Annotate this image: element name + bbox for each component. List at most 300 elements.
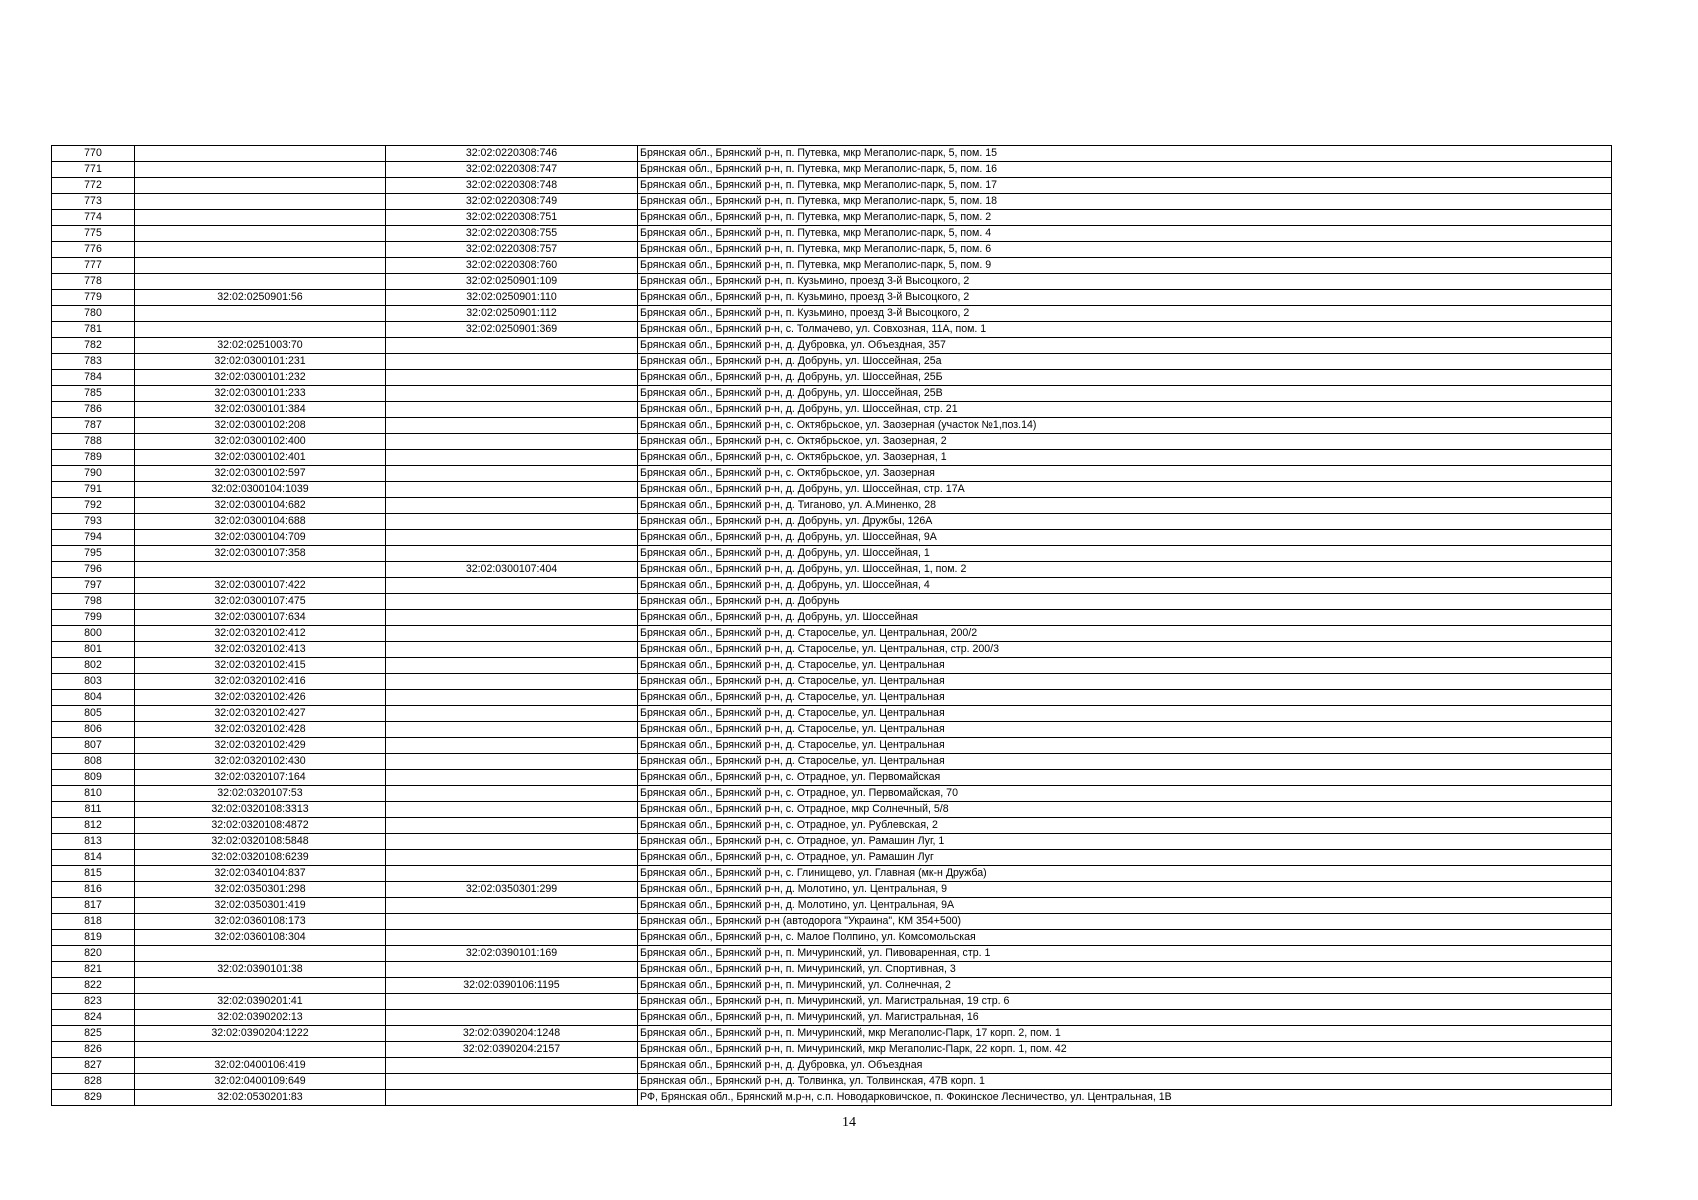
- cadastral-number-cell: [135, 274, 386, 290]
- address-cell: Брянская обл., Брянский р-н, д. Добрунь, ул. Шоссейная, 4: [638, 578, 1612, 594]
- cadastral-number-cell: 32:02:0530201:83: [135, 1090, 386, 1106]
- address-cell: Брянская обл., Брянский р-н, с. Октябрьское, ул. Заозерная, 1: [638, 450, 1612, 466]
- cadastral-number-cell: [135, 258, 386, 274]
- room-cadastral-number-cell: [386, 930, 638, 946]
- cadastral-number-cell: 32:02:0320102:413: [135, 642, 386, 658]
- row-number-cell: 786: [52, 402, 135, 418]
- cadastral-number-cell: [135, 178, 386, 194]
- cadastral-number-cell: 32:02:0390101:38: [135, 962, 386, 978]
- registry-table: [51, 145, 1612, 1106]
- table-row: [52, 450, 1612, 466]
- table-row: [52, 914, 1612, 930]
- row-number-cell: 823: [52, 994, 135, 1010]
- room-cadastral-number-cell: 32:02:0250901:110: [386, 290, 638, 306]
- room-cadastral-number-cell: [386, 994, 638, 1010]
- cadastral-number-cell: 32:02:0320102:416: [135, 674, 386, 690]
- address-cell: Брянская обл., Брянский р-н, п. Путевка, мкр Мегаполис-парк, 5, пом. 6: [638, 242, 1612, 258]
- row-number-cell: 801: [52, 642, 135, 658]
- table-row: [52, 1090, 1612, 1106]
- table-row: [52, 1074, 1612, 1090]
- table-row: [52, 546, 1612, 562]
- room-cadastral-number-cell: [386, 418, 638, 434]
- address-cell: Брянская обл., Брянский р-н, д. Староселье, ул. Центральная, стр. 200/3: [638, 642, 1612, 658]
- table-row: [52, 882, 1612, 898]
- address-cell: Брянская обл., Брянский р-н, д. Староселье, ул. Центральная: [638, 658, 1612, 674]
- row-number-cell: 774: [52, 210, 135, 226]
- row-number-cell: 816: [52, 882, 135, 898]
- room-cadastral-number-cell: 32:02:0220308:746: [386, 146, 638, 162]
- address-cell: Брянская обл., Брянский р-н, с. Октябрьское, ул. Заозерная (участок №1,поз.14): [638, 418, 1612, 434]
- room-cadastral-number-cell: 32:02:0250901:369: [386, 322, 638, 338]
- room-cadastral-number-cell: 32:02:0220308:748: [386, 178, 638, 194]
- address-cell: Брянская обл., Брянский р-н, п. Мичуринский, ул. Солнечная, 2: [638, 978, 1612, 994]
- row-number-cell: 829: [52, 1090, 135, 1106]
- row-number-cell: 794: [52, 530, 135, 546]
- row-number-cell: 828: [52, 1074, 135, 1090]
- table-row: [52, 146, 1612, 162]
- row-number-cell: 772: [52, 178, 135, 194]
- table-row: [52, 402, 1612, 418]
- address-cell: Брянская обл., Брянский р-н, д. Тиганово, ул. А.Миненко, 28: [638, 498, 1612, 514]
- table-row: [52, 978, 1612, 994]
- table-row: [52, 770, 1612, 786]
- table-row: [52, 1026, 1612, 1042]
- row-number-cell: 785: [52, 386, 135, 402]
- address-cell: Брянская обл., Брянский р-н, п. Путевка, мкр Мегаполис-парк, 5, пом. 15: [638, 146, 1612, 162]
- address-cell: Брянская обл., Брянский р-н, д. Дубровка, ул. Объездная, 357: [638, 338, 1612, 354]
- cadastral-number-cell: 32:02:0360108:304: [135, 930, 386, 946]
- row-number-cell: 783: [52, 354, 135, 370]
- row-number-cell: 815: [52, 866, 135, 882]
- address-cell: Брянская обл., Брянский р-н, п. Путевка, мкр Мегаполис-парк, 5, пом. 16: [638, 162, 1612, 178]
- table-row: [52, 930, 1612, 946]
- row-number-cell: 807: [52, 738, 135, 754]
- room-cadastral-number-cell: [386, 722, 638, 738]
- room-cadastral-number-cell: [386, 706, 638, 722]
- cadastral-number-cell: 32:02:0350301:298: [135, 882, 386, 898]
- address-cell: Брянская обл., Брянский р-н, д. Староселье, ул. Центральная: [638, 674, 1612, 690]
- row-number-cell: 822: [52, 978, 135, 994]
- cadastral-number-cell: 32:02:0320102:428: [135, 722, 386, 738]
- room-cadastral-number-cell: [386, 754, 638, 770]
- address-cell: Брянская обл., Брянский р-н, п. Мичуринский, ул. Магистральная, 16: [638, 1010, 1612, 1026]
- room-cadastral-number-cell: [386, 1010, 638, 1026]
- cadastral-number-cell: 32:02:0320107:164: [135, 770, 386, 786]
- room-cadastral-number-cell: 32:02:0350301:299: [386, 882, 638, 898]
- table-row: [52, 962, 1612, 978]
- cadastral-number-cell: 32:02:0300101:384: [135, 402, 386, 418]
- address-cell: Брянская обл., Брянский р-н, д. Добрунь, ул. Шоссейная, стр. 21: [638, 402, 1612, 418]
- row-number-cell: 806: [52, 722, 135, 738]
- table-row: [52, 818, 1612, 834]
- table-row: [52, 1058, 1612, 1074]
- table-row: [52, 178, 1612, 194]
- cadastral-number-cell: 32:02:0300102:400: [135, 434, 386, 450]
- cadastral-number-cell: 32:02:0300101:231: [135, 354, 386, 370]
- table-row: [52, 466, 1612, 482]
- cadastral-number-cell: [135, 194, 386, 210]
- address-cell: Брянская обл., Брянский р-н, д. Молотино, ул. Центральная, 9А: [638, 898, 1612, 914]
- room-cadastral-number-cell: 32:02:0300107:404: [386, 562, 638, 578]
- row-number-cell: 810: [52, 786, 135, 802]
- row-number-cell: 826: [52, 1042, 135, 1058]
- table-row: [52, 530, 1612, 546]
- room-cadastral-number-cell: [386, 898, 638, 914]
- address-cell: Брянская обл., Брянский р-н, д. Староселье, ул. Центральная: [638, 722, 1612, 738]
- table-row: [52, 498, 1612, 514]
- table-row: [52, 226, 1612, 242]
- table-row: [52, 338, 1612, 354]
- table-row: [52, 850, 1612, 866]
- table-row: [52, 194, 1612, 210]
- row-number-cell: 776: [52, 242, 135, 258]
- cadastral-number-cell: [135, 210, 386, 226]
- table-row: [52, 690, 1612, 706]
- address-cell: Брянская обл., Брянский р-н, п. Мичуринский, ул. Пивоваренная, стр. 1: [638, 946, 1612, 962]
- table-row: [52, 434, 1612, 450]
- room-cadastral-number-cell: [386, 658, 638, 674]
- cadastral-number-cell: [135, 322, 386, 338]
- cadastral-number-cell: 32:02:0300102:208: [135, 418, 386, 434]
- row-number-cell: 819: [52, 930, 135, 946]
- cadastral-number-cell: 32:02:0320102:429: [135, 738, 386, 754]
- cadastral-number-cell: [135, 1042, 386, 1058]
- row-number-cell: 777: [52, 258, 135, 274]
- address-cell: Брянская обл., Брянский р-н, п. Мичуринский, мкр Мегаполис-Парк, 17 корп. 2, пом. 1: [638, 1026, 1612, 1042]
- address-cell: Брянская обл., Брянский р-н, д. Староселье, ул. Центральная: [638, 738, 1612, 754]
- address-cell: Брянская обл., Брянский р-н, с. Отрадное, ул. Первомайская, 70: [638, 786, 1612, 802]
- room-cadastral-number-cell: [386, 498, 638, 514]
- room-cadastral-number-cell: [386, 530, 638, 546]
- room-cadastral-number-cell: [386, 914, 638, 930]
- table-row: [52, 594, 1612, 610]
- row-number-cell: 814: [52, 850, 135, 866]
- row-number-cell: 788: [52, 434, 135, 450]
- room-cadastral-number-cell: [386, 642, 638, 658]
- room-cadastral-number-cell: 32:02:0220308:747: [386, 162, 638, 178]
- room-cadastral-number-cell: [386, 450, 638, 466]
- room-cadastral-number-cell: 32:02:0220308:751: [386, 210, 638, 226]
- room-cadastral-number-cell: [386, 962, 638, 978]
- row-number-cell: 779: [52, 290, 135, 306]
- room-cadastral-number-cell: [386, 546, 638, 562]
- row-number-cell: 775: [52, 226, 135, 242]
- row-number-cell: 827: [52, 1058, 135, 1074]
- room-cadastral-number-cell: [386, 594, 638, 610]
- row-number-cell: 789: [52, 450, 135, 466]
- cadastral-number-cell: [135, 162, 386, 178]
- row-number-cell: 820: [52, 946, 135, 962]
- table-row: [52, 322, 1612, 338]
- address-cell: Брянская обл., Брянский р-н, с. Отрадное, ул. Первомайская: [638, 770, 1612, 786]
- table-row: [52, 994, 1612, 1010]
- cadastral-number-cell: 32:02:0320108:3313: [135, 802, 386, 818]
- table-row: [52, 1042, 1612, 1058]
- room-cadastral-number-cell: [386, 818, 638, 834]
- cadastral-number-cell: [135, 306, 386, 322]
- row-number-cell: 809: [52, 770, 135, 786]
- table-row: [52, 482, 1612, 498]
- row-number-cell: 803: [52, 674, 135, 690]
- address-cell: Брянская обл., Брянский р-н, п. Кузьмино, проезд 3-й Высоцкого, 2: [638, 306, 1612, 322]
- room-cadastral-number-cell: [386, 578, 638, 594]
- cadastral-number-cell: 32:02:0320107:53: [135, 786, 386, 802]
- cadastral-number-cell: 32:02:0390202:13: [135, 1010, 386, 1026]
- cadastral-number-cell: 32:02:0320108:4872: [135, 818, 386, 834]
- room-cadastral-number-cell: [386, 482, 638, 498]
- cadastral-number-cell: 32:02:0390201:41: [135, 994, 386, 1010]
- row-number-cell: 821: [52, 962, 135, 978]
- address-cell: Брянская обл., Брянский р-н (автодорога "Украина", КМ 354+500): [638, 914, 1612, 930]
- row-number-cell: 787: [52, 418, 135, 434]
- room-cadastral-number-cell: [386, 466, 638, 482]
- room-cadastral-number-cell: [386, 610, 638, 626]
- row-number-cell: 790: [52, 466, 135, 482]
- address-cell: Брянская обл., Брянский р-н, д. Добрунь, ул. Шоссейная, 1, пом. 2: [638, 562, 1612, 578]
- room-cadastral-number-cell: [386, 850, 638, 866]
- row-number-cell: 800: [52, 626, 135, 642]
- room-cadastral-number-cell: [386, 338, 638, 354]
- row-number-cell: 813: [52, 834, 135, 850]
- room-cadastral-number-cell: [386, 866, 638, 882]
- address-cell: Брянская обл., Брянский р-н, д. Староселье, ул. Центральная: [638, 690, 1612, 706]
- room-cadastral-number-cell: [386, 738, 638, 754]
- row-number-cell: 795: [52, 546, 135, 562]
- row-number-cell: 799: [52, 610, 135, 626]
- table-row: [52, 642, 1612, 658]
- table-row: [52, 162, 1612, 178]
- table-row: [52, 866, 1612, 882]
- room-cadastral-number-cell: [386, 802, 638, 818]
- row-number-cell: 780: [52, 306, 135, 322]
- row-number-cell: 797: [52, 578, 135, 594]
- table-row: [52, 274, 1612, 290]
- cadastral-number-cell: 32:02:0300104:682: [135, 498, 386, 514]
- address-cell: Брянская обл., Брянский р-н, д. Добрунь, ул. Шоссейная, 25Б: [638, 370, 1612, 386]
- cadastral-number-cell: [135, 242, 386, 258]
- cadastral-number-cell: 32:02:0300107:422: [135, 578, 386, 594]
- cadastral-number-cell: [135, 146, 386, 162]
- cadastral-number-cell: 32:02:0320108:6239: [135, 850, 386, 866]
- room-cadastral-number-cell: 32:02:0250901:109: [386, 274, 638, 290]
- address-cell: Брянская обл., Брянский р-н, д. Добрунь, ул. Шоссейная: [638, 610, 1612, 626]
- cadastral-number-cell: 32:02:0251003:70: [135, 338, 386, 354]
- table-row: [52, 306, 1612, 322]
- cadastral-number-cell: 32:02:0340104:837: [135, 866, 386, 882]
- row-number-cell: 802: [52, 658, 135, 674]
- cadastral-number-cell: 32:02:0390204:1222: [135, 1026, 386, 1042]
- address-cell: Брянская обл., Брянский р-н, с. Октябрьское, ул. Заозерная, 2: [638, 434, 1612, 450]
- address-cell: Брянская обл., Брянский р-н, д. Толвинка, ул. Толвинская, 47В корп. 1: [638, 1074, 1612, 1090]
- cadastral-number-cell: 32:02:0320102:426: [135, 690, 386, 706]
- cadastral-number-cell: 32:02:0320102:430: [135, 754, 386, 770]
- address-cell: Брянская обл., Брянский р-н, с. Отрадное, мкр Солнечный, 5/8: [638, 802, 1612, 818]
- address-cell: Брянская обл., Брянский р-н, с. Отрадное, ул. Рамашин Луг: [638, 850, 1612, 866]
- room-cadastral-number-cell: [386, 354, 638, 370]
- row-number-cell: 825: [52, 1026, 135, 1042]
- row-number-cell: 778: [52, 274, 135, 290]
- row-number-cell: 798: [52, 594, 135, 610]
- room-cadastral-number-cell: [386, 1090, 638, 1106]
- table-row: [52, 290, 1612, 306]
- address-cell: Брянская обл., Брянский р-н, с. Отрадное, ул. Рублевская, 2: [638, 818, 1612, 834]
- room-cadastral-number-cell: [386, 834, 638, 850]
- cadastral-number-cell: 32:02:0400109:649: [135, 1074, 386, 1090]
- address-cell: Брянская обл., Брянский р-н, с. Малое Полпино, ул. Комсомольская: [638, 930, 1612, 946]
- table-row: [52, 370, 1612, 386]
- address-cell: Брянская обл., Брянский р-н, с. Глинищево, ул. Главная (мк-н Дружба): [638, 866, 1612, 882]
- cadastral-number-cell: 32:02:0320102:412: [135, 626, 386, 642]
- room-cadastral-number-cell: 32:02:0390106:1195: [386, 978, 638, 994]
- row-number-cell: 792: [52, 498, 135, 514]
- address-cell: Брянская обл., Брянский р-н, д. Добрунь, ул. Шоссейная, 25а: [638, 354, 1612, 370]
- address-cell: Брянская обл., Брянский р-н, п. Путевка, мкр Мегаполис-парк, 5, пом. 9: [638, 258, 1612, 274]
- row-number-cell: 808: [52, 754, 135, 770]
- cadastral-number-cell: 32:02:0300102:597: [135, 466, 386, 482]
- address-cell: Брянская обл., Брянский р-н, с. Отрадное, ул. Рамашин Луг, 1: [638, 834, 1612, 850]
- row-number-cell: 770: [52, 146, 135, 162]
- address-cell: Брянская обл., Брянский р-н, д. Староселье, ул. Центральная, 200/2: [638, 626, 1612, 642]
- address-cell: Брянская обл., Брянский р-н, п. Путевка, мкр Мегаполис-парк, 5, пом. 4: [638, 226, 1612, 242]
- row-number-cell: 812: [52, 818, 135, 834]
- address-cell: Брянская обл., Брянский р-н, п. Путевка, мкр Мегаполис-парк, 5, пом. 2: [638, 210, 1612, 226]
- room-cadastral-number-cell: [386, 402, 638, 418]
- table-row: [52, 386, 1612, 402]
- cadastral-number-cell: [135, 562, 386, 578]
- room-cadastral-number-cell: 32:02:0220308:749: [386, 194, 638, 210]
- address-cell: Брянская обл., Брянский р-н, д. Староселье, ул. Центральная: [638, 706, 1612, 722]
- table-row: [52, 722, 1612, 738]
- address-cell: Брянская обл., Брянский р-н, д. Добрунь, ул. Шоссейная, 1: [638, 546, 1612, 562]
- row-number-cell: 824: [52, 1010, 135, 1026]
- room-cadastral-number-cell: [386, 370, 638, 386]
- cadastral-number-cell: 32:02:0320102:415: [135, 658, 386, 674]
- table-row: [52, 738, 1612, 754]
- row-number-cell: 784: [52, 370, 135, 386]
- table-row: [52, 898, 1612, 914]
- address-cell: Брянская обл., Брянский р-н, с. Толмачево, ул. Совхозная, 11А, пом. 1: [638, 322, 1612, 338]
- address-cell: Брянская обл., Брянский р-н, п. Кузьмино, проезд 3-й Высоцкого, 2: [638, 290, 1612, 306]
- room-cadastral-number-cell: [386, 674, 638, 690]
- table-row: [52, 242, 1612, 258]
- table-row: [52, 706, 1612, 722]
- address-cell: Брянская обл., Брянский р-н, д. Добрунь, ул. Шоссейная, стр. 17А: [638, 482, 1612, 498]
- address-cell: Брянская обл., Брянский р-н, д. Дубровка, ул. Объездная: [638, 1058, 1612, 1074]
- address-cell: Брянская обл., Брянский р-н, п. Мичуринский, ул. Магистральная, 19 стр. 6: [638, 994, 1612, 1010]
- room-cadastral-number-cell: 32:02:0390204:1248: [386, 1026, 638, 1042]
- room-cadastral-number-cell: [386, 626, 638, 642]
- address-cell: Брянская обл., Брянский р-н, п. Кузьмино, проезд 3-й Высоцкого, 2: [638, 274, 1612, 290]
- room-cadastral-number-cell: [386, 786, 638, 802]
- cadastral-number-cell: 32:02:0320102:427: [135, 706, 386, 722]
- cadastral-number-cell: 32:02:0320108:5848: [135, 834, 386, 850]
- registry-body: [52, 146, 1612, 1106]
- cadastral-number-cell: 32:02:0300107:358: [135, 546, 386, 562]
- address-cell: Брянская обл., Брянский р-н, д. Добрунь: [638, 594, 1612, 610]
- cadastral-number-cell: 32:02:0300102:401: [135, 450, 386, 466]
- cadastral-number-cell: 32:02:0250901:56: [135, 290, 386, 306]
- table-row: [52, 210, 1612, 226]
- cadastral-number-cell: 32:02:0360108:173: [135, 914, 386, 930]
- table-row: [52, 418, 1612, 434]
- table-row: [52, 514, 1612, 530]
- table-row: [52, 1010, 1612, 1026]
- table-row: [52, 802, 1612, 818]
- room-cadastral-number-cell: [386, 770, 638, 786]
- room-cadastral-number-cell: [386, 514, 638, 530]
- address-cell: Брянская обл., Брянский р-н, с. Октябрьское, ул. Заозерная: [638, 466, 1612, 482]
- cadastral-number-cell: 32:02:0300104:1039: [135, 482, 386, 498]
- table-row: [52, 786, 1612, 802]
- cadastral-number-cell: [135, 946, 386, 962]
- row-number-cell: 782: [52, 338, 135, 354]
- row-number-cell: 771: [52, 162, 135, 178]
- cadastral-number-cell: 32:02:0400106:419: [135, 1058, 386, 1074]
- row-number-cell: 805: [52, 706, 135, 722]
- cadastral-number-cell: 32:02:0300101:233: [135, 386, 386, 402]
- cadastral-number-cell: [135, 226, 386, 242]
- address-cell: Брянская обл., Брянский р-н, п. Путевка, мкр Мегаполис-парк, 5, пом. 17: [638, 178, 1612, 194]
- room-cadastral-number-cell: [386, 1058, 638, 1074]
- cadastral-number-cell: 32:02:0350301:419: [135, 898, 386, 914]
- address-cell: Брянская обл., Брянский р-н, п. Мичуринский, мкр Мегаполис-Парк, 22 корп. 1, пом. 42: [638, 1042, 1612, 1058]
- address-cell: Брянская обл., Брянский р-н, д. Добрунь, ул. Шоссейная, 9А: [638, 530, 1612, 546]
- cadastral-number-cell: 32:02:0300104:688: [135, 514, 386, 530]
- row-number-cell: 818: [52, 914, 135, 930]
- row-number-cell: 811: [52, 802, 135, 818]
- cadastral-number-cell: 32:02:0300107:634: [135, 610, 386, 626]
- address-cell: Брянская обл., Брянский р-н, д. Молотино, ул. Центральная, 9: [638, 882, 1612, 898]
- cadastral-number-cell: [135, 978, 386, 994]
- table-row: [52, 562, 1612, 578]
- page-number: 14: [842, 1115, 856, 1130]
- address-cell: Брянская обл., Брянский р-н, п. Путевка, мкр Мегаполис-парк, 5, пом. 18: [638, 194, 1612, 210]
- address-cell: РФ, Брянская обл., Брянский м.р-н, с.п. Новодарковичское, п. Фокинское Лесничество, ул. Центральная, 1В: [638, 1090, 1612, 1106]
- table-row: [52, 626, 1612, 642]
- address-cell: Брянская обл., Брянский р-н, д. Добрунь, ул. Дружбы, 126А: [638, 514, 1612, 530]
- row-number-cell: 804: [52, 690, 135, 706]
- room-cadastral-number-cell: 32:02:0390204:2157: [386, 1042, 638, 1058]
- table-row: [52, 578, 1612, 594]
- room-cadastral-number-cell: [386, 434, 638, 450]
- room-cadastral-number-cell: [386, 690, 638, 706]
- table-row: [52, 674, 1612, 690]
- cadastral-number-cell: 32:02:0300104:709: [135, 530, 386, 546]
- cadastral-number-cell: 32:02:0300101:232: [135, 370, 386, 386]
- room-cadastral-number-cell: [386, 1074, 638, 1090]
- room-cadastral-number-cell: 32:02:0390101:169: [386, 946, 638, 962]
- row-number-cell: 817: [52, 898, 135, 914]
- row-number-cell: 793: [52, 514, 135, 530]
- row-number-cell: 781: [52, 322, 135, 338]
- room-cadastral-number-cell: 32:02:0220308:760: [386, 258, 638, 274]
- table-row: [52, 610, 1612, 626]
- table-row: [52, 834, 1612, 850]
- address-cell: Брянская обл., Брянский р-н, п. Мичуринский, ул. Спортивная, 3: [638, 962, 1612, 978]
- room-cadastral-number-cell: 32:02:0220308:755: [386, 226, 638, 242]
- row-number-cell: 791: [52, 482, 135, 498]
- row-number-cell: 796: [52, 562, 135, 578]
- address-cell: Брянская обл., Брянский р-н, д. Добрунь, ул. Шоссейная, 25В: [638, 386, 1612, 402]
- address-cell: Брянская обл., Брянский р-н, д. Староселье, ул. Центральная: [638, 754, 1612, 770]
- table-row: [52, 258, 1612, 274]
- table-row: [52, 754, 1612, 770]
- room-cadastral-number-cell: 32:02:0220308:757: [386, 242, 638, 258]
- table-row: [52, 946, 1612, 962]
- room-cadastral-number-cell: [386, 386, 638, 402]
- row-number-cell: 773: [52, 194, 135, 210]
- table-row: [52, 354, 1612, 370]
